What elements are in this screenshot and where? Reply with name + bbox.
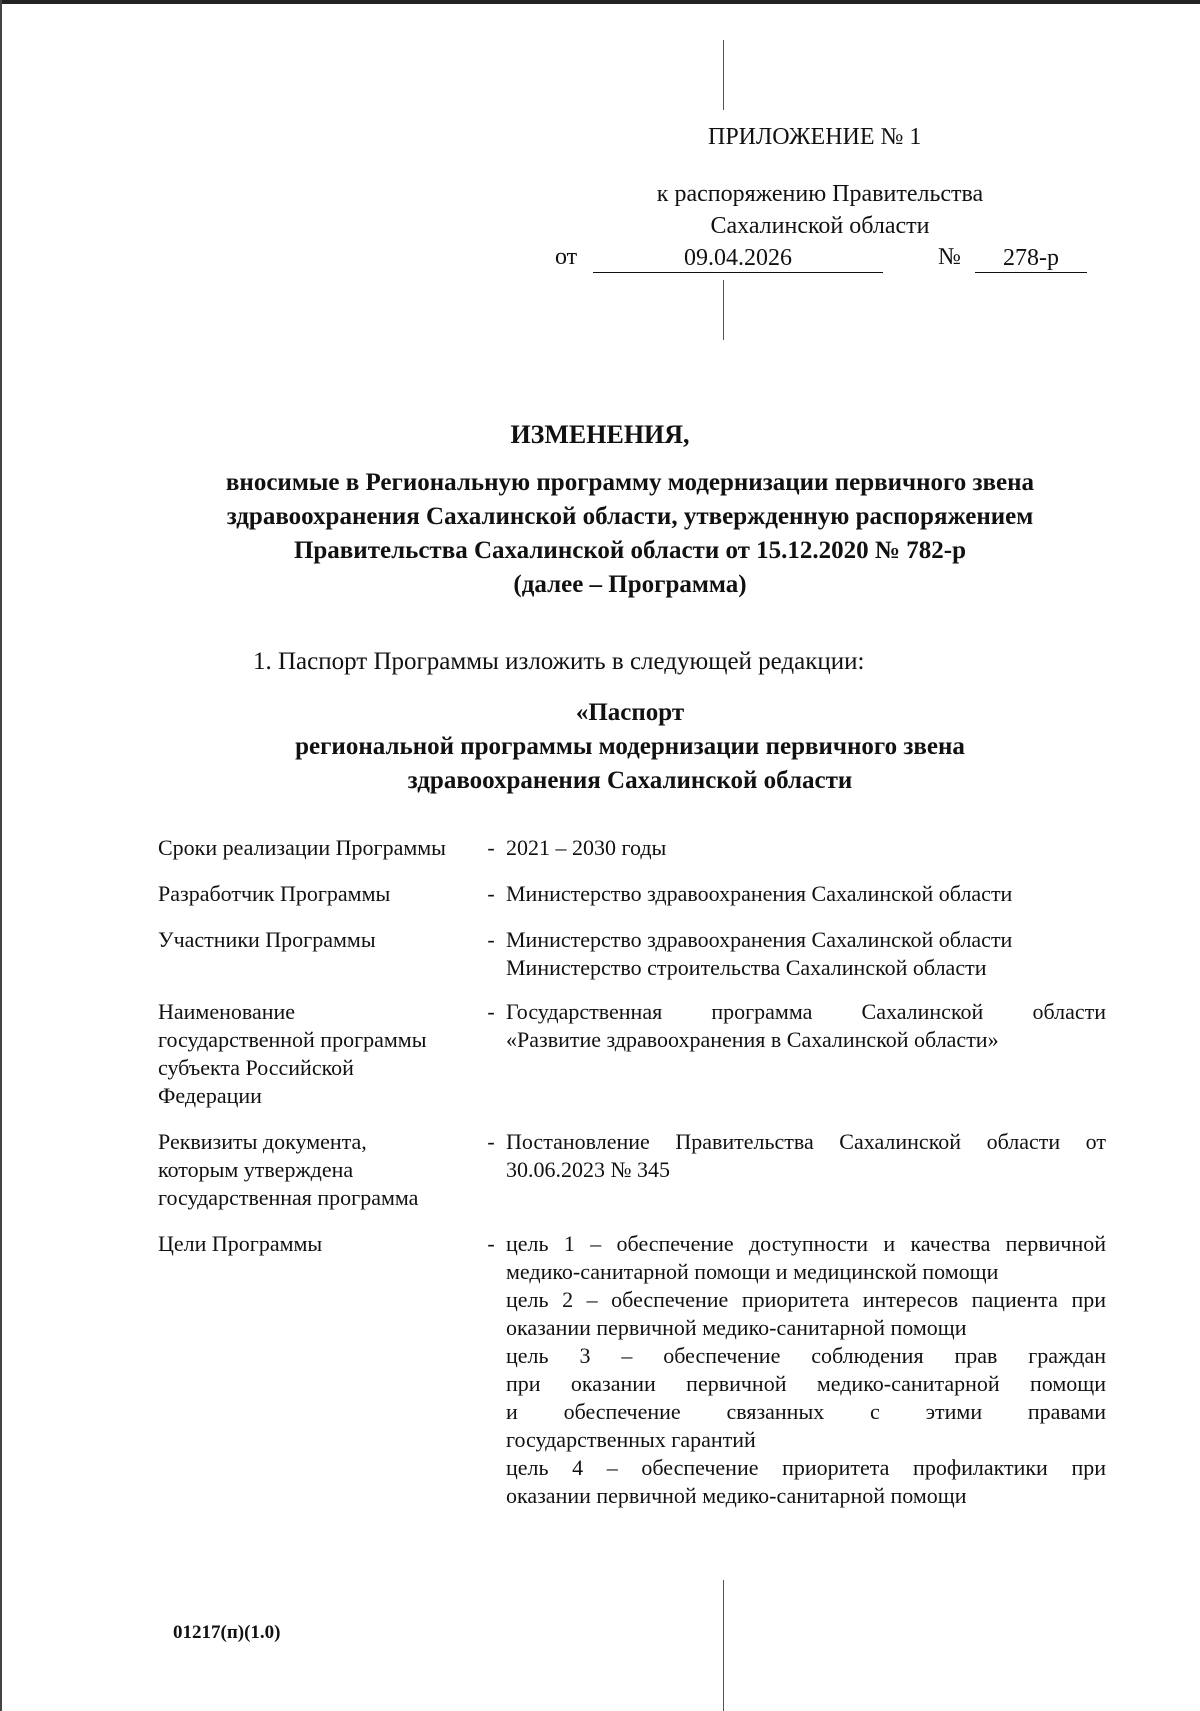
subtitle-line: вносимые в Региональную программу модернизации первичного звена [225, 469, 1035, 496]
passport-row-value-line: Министерство здравоохранения Сахалинской области [506, 927, 1013, 952]
passport-row-value-line: и обеспечение связанных с этими правами [506, 1399, 1106, 1424]
fold-line [723, 1580, 724, 1711]
passport-row-dash: - [487, 1129, 495, 1154]
passport-row-dash: - [487, 835, 495, 860]
passport-row-dash: - [487, 999, 495, 1024]
passport-row-label-line: Сроки реализации Программы [158, 835, 446, 860]
passport-row-value-line: цель 2 – обеспечение приоритета интересов пациента при [506, 1287, 1106, 1312]
passport-row [158, 1128, 1118, 1212]
number-sign: № [938, 244, 961, 270]
subtitle-line: (далее – Программа) [513, 571, 747, 598]
fold-line [723, 40, 724, 110]
passport-row-value-line: оказании первичной медико-санитарной помощи [506, 1483, 967, 1508]
passport-row-value-line: цель 1 – обеспечение доступности и качества первичной [506, 1231, 1106, 1256]
passport-row [158, 880, 1118, 908]
passport-row-label-line: государственная программа [158, 1185, 419, 1210]
order-reference-line: Сахалинской области [710, 213, 930, 239]
passport-row-value-line: Министерство здравоохранения Сахалинской области [506, 881, 1013, 906]
passport-title [150, 696, 1110, 798]
scan-border [0, 0, 2, 1711]
order-number: 278-р [975, 244, 1087, 273]
order-reference-line: к распоряжению Правительства [656, 181, 984, 207]
subtitle-line: Правительства Сахалинской области от 15.12.2020 № 782-р [293, 537, 967, 564]
passport-row-value [506, 1128, 1106, 1212]
passport-row-value [506, 926, 1106, 982]
passport-title-line: региональной программы модернизации первичного звена [295, 733, 965, 760]
appendix-label: ПРИЛОЖЕНИЕ № 1 [708, 124, 922, 150]
passport-row-value-line: цель 4 – обеспечение приоритета профилактики при [506, 1455, 1106, 1480]
passport-table [158, 834, 1118, 1510]
passport-row-value-line: медико-санитарной помощи и медицинской помощи [506, 1259, 999, 1284]
passport-row-label-line: Участники Программы [158, 927, 376, 952]
passport-row-label [158, 880, 476, 908]
fold-line [723, 280, 724, 340]
passport-row-value-line: 2021 – 2030 годы [506, 835, 667, 860]
passport-row-label-line: Наименование [158, 999, 296, 1024]
passport-row [158, 926, 1118, 982]
passport-title-line: здравоохранения Сахалинской области [407, 767, 853, 794]
passport-row-dash: - [487, 927, 495, 952]
passport-row-label-line: Разработчик Программы [158, 881, 391, 906]
passport-row-label [158, 998, 476, 1110]
passport-row-value-line: Постановление Правительства Сахалинской области от [506, 1129, 1106, 1154]
order-reference [600, 178, 1040, 242]
passport-title-line: «Паспорт [575, 699, 685, 726]
passport-row-value [506, 998, 1106, 1110]
order-date: 09.04.2026 [593, 244, 883, 273]
passport-row-label-line: Реквизиты документа, [158, 1129, 367, 1154]
passport-row-label [158, 926, 476, 982]
passport-row-value-line: государственных гарантий [506, 1427, 756, 1452]
passport-row-label [158, 1230, 476, 1510]
passport-row-label [158, 834, 476, 862]
date-prefix: от [555, 244, 578, 270]
passport-row-label-line: государственной программы [158, 1027, 427, 1052]
passport-row-dash: - [487, 881, 495, 906]
passport-row [158, 998, 1118, 1110]
passport-row-value [506, 880, 1106, 908]
passport-row-value-line: Министерство строительства Сахалинской области [506, 955, 987, 980]
passport-row [158, 1230, 1118, 1510]
passport-row-value-line: цель 3 – обеспечение соблюдения прав граждан [506, 1343, 1106, 1368]
passport-row-value-line: «Развитие здравоохранения в Сахалинской области» [506, 1027, 999, 1052]
passport-row-label-line: субъекта Российской [158, 1055, 354, 1080]
passport-row-value-line: оказании первичной медико-санитарной помощи [506, 1315, 967, 1340]
document-title: ИЗМЕНЕНИЯ, [510, 420, 690, 449]
passport-row-value-line: Государственная программа Сахалинской области [506, 999, 1106, 1024]
item-1: 1. Паспорт Программы изложить в следующей редакции: [253, 648, 865, 675]
passport-row [158, 834, 1118, 862]
passport-row-label-line: Федерации [158, 1083, 262, 1108]
passport-row-value-line: 30.06.2023 № 345 [506, 1157, 670, 1182]
passport-row-label [158, 1128, 476, 1212]
subtitle-line: здравоохранения Сахалинской области, утвержденную распоряжением [226, 503, 1034, 530]
order-date-number [555, 240, 1120, 276]
passport-row-value [506, 834, 1106, 862]
passport-row-value-line: при оказании первичной медико-санитарной помощи [506, 1371, 1106, 1396]
scan-border [0, 0, 1200, 4]
form-code: 01217(п)(1.0) [173, 1622, 281, 1643]
passport-row-label-line: которым утверждена [158, 1157, 354, 1182]
passport-row-label-line: Цели Программы [158, 1231, 323, 1256]
document-subtitle [150, 466, 1110, 602]
passport-row-value [506, 1230, 1106, 1510]
passport-row-dash: - [487, 1231, 495, 1256]
